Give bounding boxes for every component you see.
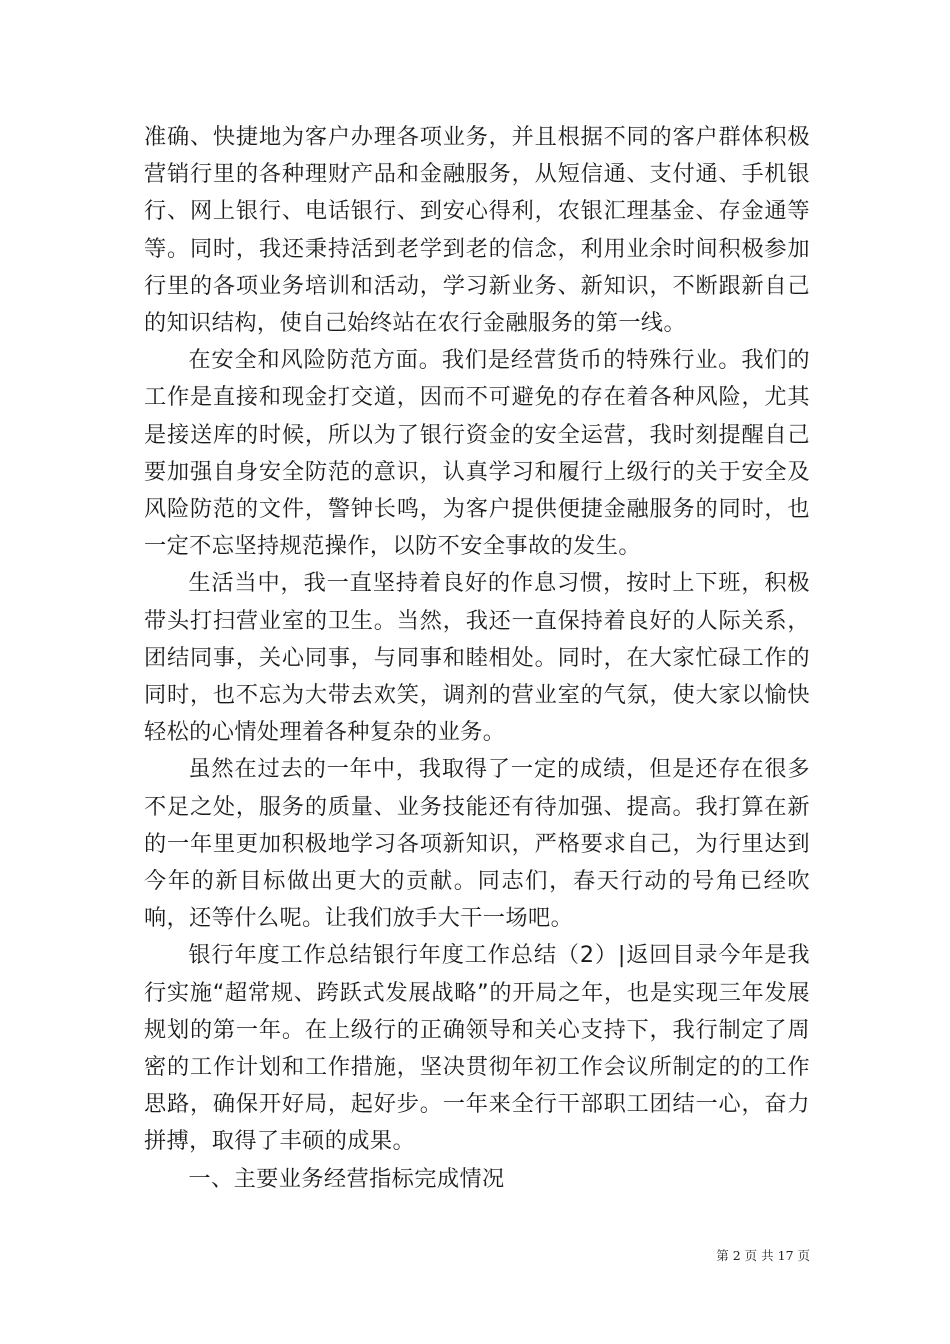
page-number-footer: 第 2 页 共 17 页 — [716, 1248, 810, 1263]
paragraph-annual-summary-2: 银行年度工作总结银行年度工作总结（2）|返回目录今年是我行实施“超常规、跨跃式发展战略”的开局之年，也是实现三年发展规划的第一年。在上级行的正确领导和关心支持下，我行制定了周密的工作计划和工作措施，坚决贯彻年初工作会议所制定的的工作思路，确保开好局，起好步。一年来全行干部职工团结一心，奋力拼搏，取得了丰硕的成果。 — [144, 942, 810, 1155]
paragraph-safety-risk: 在安全和风险防范方面。我们是经营货币的特殊行业。我们的工作是直接和现金打交道，因而不可避免的存在着各种风险，尤其是接送库的时候，所以为了银行资金的安全运营，我时刻提醒自己要加强自身安全防范的意识，认真学习和履行上级行的关于安全及风险防范的文件，警钟长鸣，为客户提供便捷金融服务的同时，也一定不忘坚持规范操作，以防不安全事故的发生。 — [144, 347, 810, 560]
paragraph-shortcomings: 虽然在过去的一年中，我取得了一定的成绩，但是还存在很多不足之处，服务的质量、业务技能还有待加强、提高。我打算在新的一年里更加积极地学习各项新知识，严格要求自己，为行里达到今年的新目标做出更大的贡献。同志们，春天行动的号角已经吹响，还等什么呢。让我们放手大干一场吧。 — [144, 756, 810, 932]
paragraph-daily-life: 生活当中，我一直坚持着良好的作息习惯，按时上下班，积极带头打扫营业室的卫生。当然，我还一直保持着良好的人际关系，团结同事，关心同事，与同事和睦相处。同时，在大家忙碌工作的同时，也不忘为大带去欢笑，调剂的营业室的气氛，使大家以愉快轻松的心情处理着各种复杂的业务。 — [144, 570, 810, 746]
document-body — [144, 119, 810, 1198]
section-heading-main-indicators: 一、主要业务经营指标完成情况 — [188, 1165, 505, 1192]
paragraph-continuation: 准确、快捷地为客户办理各项业务，并且根据不同的客户群体积极营销行里的各种理财产品和金融服务，从短信通、支付通、手机银行、网上银行、电话银行、到安心得利，农银汇理基金、存金通等等。同时，我还秉持活到老学到老的信念，利用业余时间积极参加行里的各项业务培训和活动，学习新业务、新知识，不断跟新自己的知识结构，使自己始终站在农行金融服务的第一线。 — [144, 124, 810, 337]
